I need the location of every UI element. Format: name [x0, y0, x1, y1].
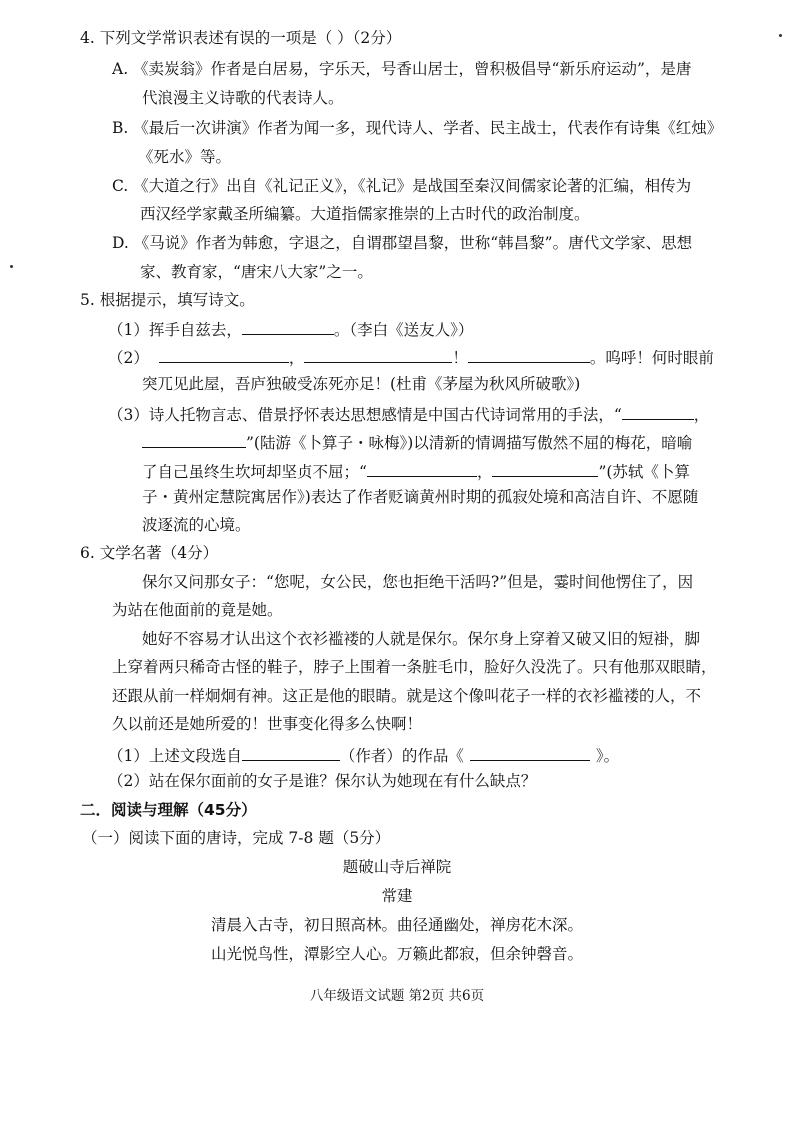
answer-blank[interactable]	[159, 348, 289, 363]
q6-passage-p2-line1: 她好不容易才认出这个衣衫褴褛的人就是保尔。保尔身上穿着又破又旧的短褂，脚	[142, 630, 701, 648]
q5-item3-intro: （3）诗人托物言志、借景抒怀表达思想感情是中国古代诗词常用的手法，“	[108, 406, 622, 424]
q5-item2-line2: 突兀见此屋，吾庐独破受冻死亦足！(杜甫《茅屋为秋风所破歌》)	[142, 375, 581, 393]
q5-item2	[108, 348, 714, 367]
q4-stem: 4. 下列文学常识表述有误的一项是（ ）（2分）	[80, 29, 402, 47]
q6-item1	[108, 746, 619, 765]
answer-blank[interactable]	[367, 462, 477, 477]
q5-item3-line2	[142, 433, 692, 452]
poem-title: 题破山寺后禅院	[342, 858, 452, 876]
q4-option-a-line2: 代浪漫主义诗歌的代表诗人。	[142, 89, 344, 107]
answer-blank[interactable]	[242, 320, 334, 335]
q5-item3-part: 了自己虽终生坎坷却坚贞不屈；“	[142, 463, 367, 481]
q6-item1-prompt: （1）上述文段选自	[108, 747, 242, 765]
section-heading: 二．阅读与理解（45分）	[80, 801, 257, 819]
q6-passage-p1-line2: 为站在他面前的竟是她。	[112, 601, 283, 619]
scan-speck	[10, 265, 13, 268]
q5-item3-comma2: ，	[476, 463, 493, 481]
q5-item2-tail: 。呜呼！何时眼前	[589, 349, 714, 367]
q5-item1-prompt: （1）挥手自兹去，	[108, 321, 242, 339]
q5-item3-su-shi: ”(苏轼《卜算	[598, 463, 690, 481]
q6-item1-mid: （作者）的作品《	[339, 747, 464, 765]
q5-item2-comma: ，	[288, 349, 305, 367]
q5-item3-line1	[108, 405, 709, 424]
q6-item2: （2）站在保尔面前的女子是谁？保尔认为她现在有什么缺点？	[108, 772, 537, 790]
poem-author: 常建	[381, 887, 413, 905]
q5-item3-comma: ，	[693, 406, 710, 424]
scan-speck	[779, 34, 782, 37]
subsection-heading: （一）阅读下面的唐诗，完成 7-8 题（5分）	[82, 829, 391, 847]
page-footer: 八年级语文试题 第2页 共6页	[309, 988, 485, 1004]
q4-option-a-line1: A. 《卖炭翁》作者是白居易，字乐天，号香山居士，曾积极倡导“新乐府运动”，是唐	[112, 60, 692, 78]
q5-item3-line3	[142, 462, 690, 481]
answer-blank[interactable]	[492, 462, 598, 477]
q4-option-b-line1: B. 《最后一次讲演》作者为闻一多，现代诗人、学者、民主战士，代表作有诗集《红烛》	[112, 119, 723, 137]
q6-stem: 6. 文学名著（4分）	[80, 544, 219, 562]
q5-item1	[108, 320, 473, 339]
q4-option-c-line1: C. 《大道之行》出自《礼记正义》，《礼记》是战国至秦汉间儒家论著的汇编，相传为	[112, 177, 692, 195]
q5-item3-lu-you: ”(陆游《卜算子・咏梅》)以清新的情调描写傲然不屈的梅花，暗喻	[246, 434, 693, 452]
answer-blank[interactable]	[470, 746, 590, 761]
q5-item3-line5: 波逐流的心境。	[142, 516, 251, 534]
answer-blank[interactable]	[304, 348, 452, 363]
q5-item1-source: 。（李白《送友人》）	[333, 321, 474, 339]
q4-option-b-line2: 《死水》等。	[138, 148, 232, 166]
q5-stem: 5. 根据提示，填写诗文。	[80, 291, 255, 309]
q6-passage-p1-line1: 保尔又问那女子：“您呢，女公民，您也拒绝干活吗?”但是，霎时间他愣住了，因	[142, 573, 694, 591]
answer-blank[interactable]	[622, 405, 694, 420]
poem-line-1: 清晨入古寺，初日照高林。曲径通幽处，禅房花木深。	[210, 916, 583, 934]
q4-option-c-line2: 西汉经学家戴圣所编纂。大道指儒家推崇的上古时代的政治制度。	[140, 205, 590, 223]
q6-item1-close: 》。	[595, 747, 620, 765]
q5-item2-number: （2）	[108, 349, 149, 367]
poem-line-2: 山光悦鸟性，潭影空人心。万籁此都寂，但余钟磬音。	[210, 945, 583, 963]
q6-passage-p2-line3: 还跟从前一样炯炯有神。这正是他的眼睛。就是这个像叫花子一样的衣衫褴褛的人，不	[112, 687, 702, 705]
q5-item2-exclaim: ！	[452, 349, 468, 367]
answer-blank[interactable]	[242, 746, 340, 761]
q4-option-d-line1: D. 《马说》作者为韩愈，字退之，自谓郡望昌黎，世称“韩昌黎”。唐代文学家、思想	[112, 234, 693, 252]
q6-passage-p2-line2: 上穿着两只稀奇古怪的鞋子，脖子上围着一条脏毛巾，脸好久没洗了。只有他那双眼睛，	[112, 658, 717, 676]
answer-blank[interactable]	[142, 433, 246, 448]
q6-passage-p2-line4: 久以前还是她所爱的！世事变化得多么快啊！	[112, 715, 423, 733]
q4-option-d-line2: 家、教育家，“唐宋八大家”之一。	[140, 263, 373, 281]
q5-item3-line4: 子・黄州定慧院寓居作》)表达了作者贬谪黄州时期的孤寂处境和高洁自许、不愿随	[142, 488, 699, 506]
answer-blank[interactable]	[468, 348, 590, 363]
